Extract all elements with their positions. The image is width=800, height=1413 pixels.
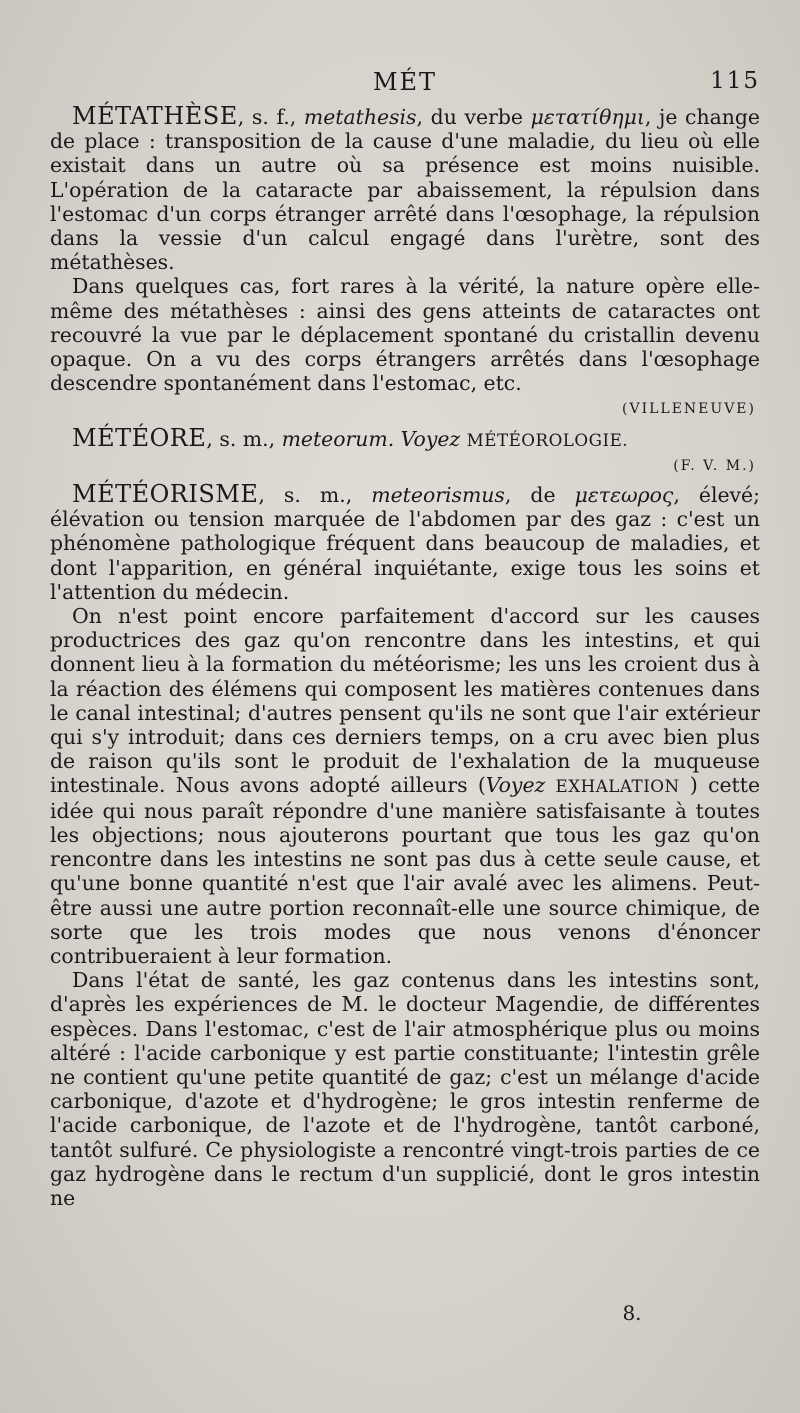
definition-text: , élevé; élévation ou tension marquée de l'abdomen par des gaz : c'est un phénomène pathologique fréquent dans beaucoup de maladies, et dont l'apparition, en général inquiétante, exige tous les soins et l'attention du médecin. <box>50 483 760 604</box>
entry-paragraph <box>50 604 760 968</box>
running-head-title: MÉT <box>372 68 438 96</box>
entry-paragraph <box>50 482 760 604</box>
headword: MÉTÉORISME <box>72 480 259 509</box>
running-head <box>50 68 760 104</box>
greek-term: μετεωρος <box>574 483 674 508</box>
see-also-label: Voyez <box>394 426 467 451</box>
page-number: 115 <box>710 68 760 94</box>
etymology-intro: , de <box>504 483 575 508</box>
latin-term: meteorum. <box>281 426 395 451</box>
definition-text: , je change de place : transposition de la cause d'une maladie, du lieu où elle existait dans un autre où sa présence est moins nuisible. L'opération de la cataracte par abaissement, la répulsion dans l'estomac d'un corps étranger arrêté dans l'œsophage, la répulsion dans la vessie d'un calcul engagé dans l'urètre, sont des métathèses. <box>50 105 760 275</box>
author-signature: (VILLENEUVE) <box>622 401 756 418</box>
entry-meteore <box>50 423 760 478</box>
signature-mark <box>0 1301 800 1325</box>
signature-mark-text: 8. <box>622 1301 642 1325</box>
entry-paragraph: Dans quelques cas, fort rares à la vérité, la nature opère elle-même des métathèses : ainsi des gens atteints de cataractes ont recouvré la vue par le déplacement spontané du cristallin devenu opaque. On a vu des corps étrangers arrêtés dans l'œsophage descendre spontanément dans l'estomac, etc. <box>50 274 760 396</box>
author-signature: (F. V. M.) <box>673 457 756 474</box>
grammar: , s. m., <box>206 426 282 451</box>
headword: MÉTÉORE <box>72 423 207 452</box>
entry-paragraph <box>50 423 760 452</box>
paragraph-text: On n'est point encore parfaitement d'accord sur les causes productrices des gaz qu'on rencontre dans les intestins, et qui donnent lieu à la formation du météorisme; les uns les croient dus à la réaction des élémens qui composent les matières contenues dans le canal intestinal; d'autres pensent qu'ils ne sont que l'air extérieur qui s'y introduit; dans ces derniers temps, on a cru avec bien plus de raison qu'ils sont le produit de l'exhalation de la muqueuse intestinale. Nous avons adopté ailleurs ( <box>50 604 760 798</box>
headword: MÉTATHÈSE <box>72 102 238 130</box>
entry-paragraph <box>50 104 760 274</box>
entry-paragraph: Dans l'état de santé, les gaz contenus dans les intestins sont, d'après les expériences de M. le docteur Magendie, de différentes espèces. Dans l'estomac, c'est de l'air atmosphérique plus ou moins altéré : l'acide carbonique y est partie constituante; l'intestin grêle ne contient qu'une petite quantité de gaz; c'est un mélange d'acide carbonique, d'azote et d'hydrogène; le gros intestin renferme de l'acide carbonique, de l'azote et de l'hydrogène, tantôt carboné, tantôt sulfuré. Ce physiologiste a rencontré vingt-trois parties de ce gaz hydrogène dans le rectum d'un supplicié, dont le gros intestin ne <box>50 968 760 1210</box>
cross-reference: EXHALATION <box>555 776 680 797</box>
grammar: , s. m., <box>258 483 372 508</box>
grammar: , s. f., <box>237 105 304 129</box>
see-also-label: Voyez <box>485 773 546 798</box>
paragraph-text: ) cette idée qui nous paraît répondre d'une manière satisfaisante à toutes les objections; nous ajouterons pourtant que tous les gaz qu'on rencontre dans les intestins ne sont pas dus à cette seule cause, et qu'une bonne quantité n'est que l'air avalé avec les alimens. Peut-être aussi une autre portion reconnaît-elle une source chimique, de sorte que les trois modes que nous venons d'énoncer contribueraient à leur formation. <box>50 773 761 968</box>
entry-meteorisme <box>50 482 760 1210</box>
greek-term: μετατίθημι <box>530 105 645 129</box>
page-body <box>50 104 760 1210</box>
latin-term: metathesis <box>303 105 417 129</box>
latin-term: meteorismus <box>371 483 505 508</box>
entry-metathese <box>50 104 760 422</box>
cross-reference: MÉTÉOROLOGIE. <box>466 429 629 450</box>
etymology-intro: , du verbe <box>416 105 531 129</box>
